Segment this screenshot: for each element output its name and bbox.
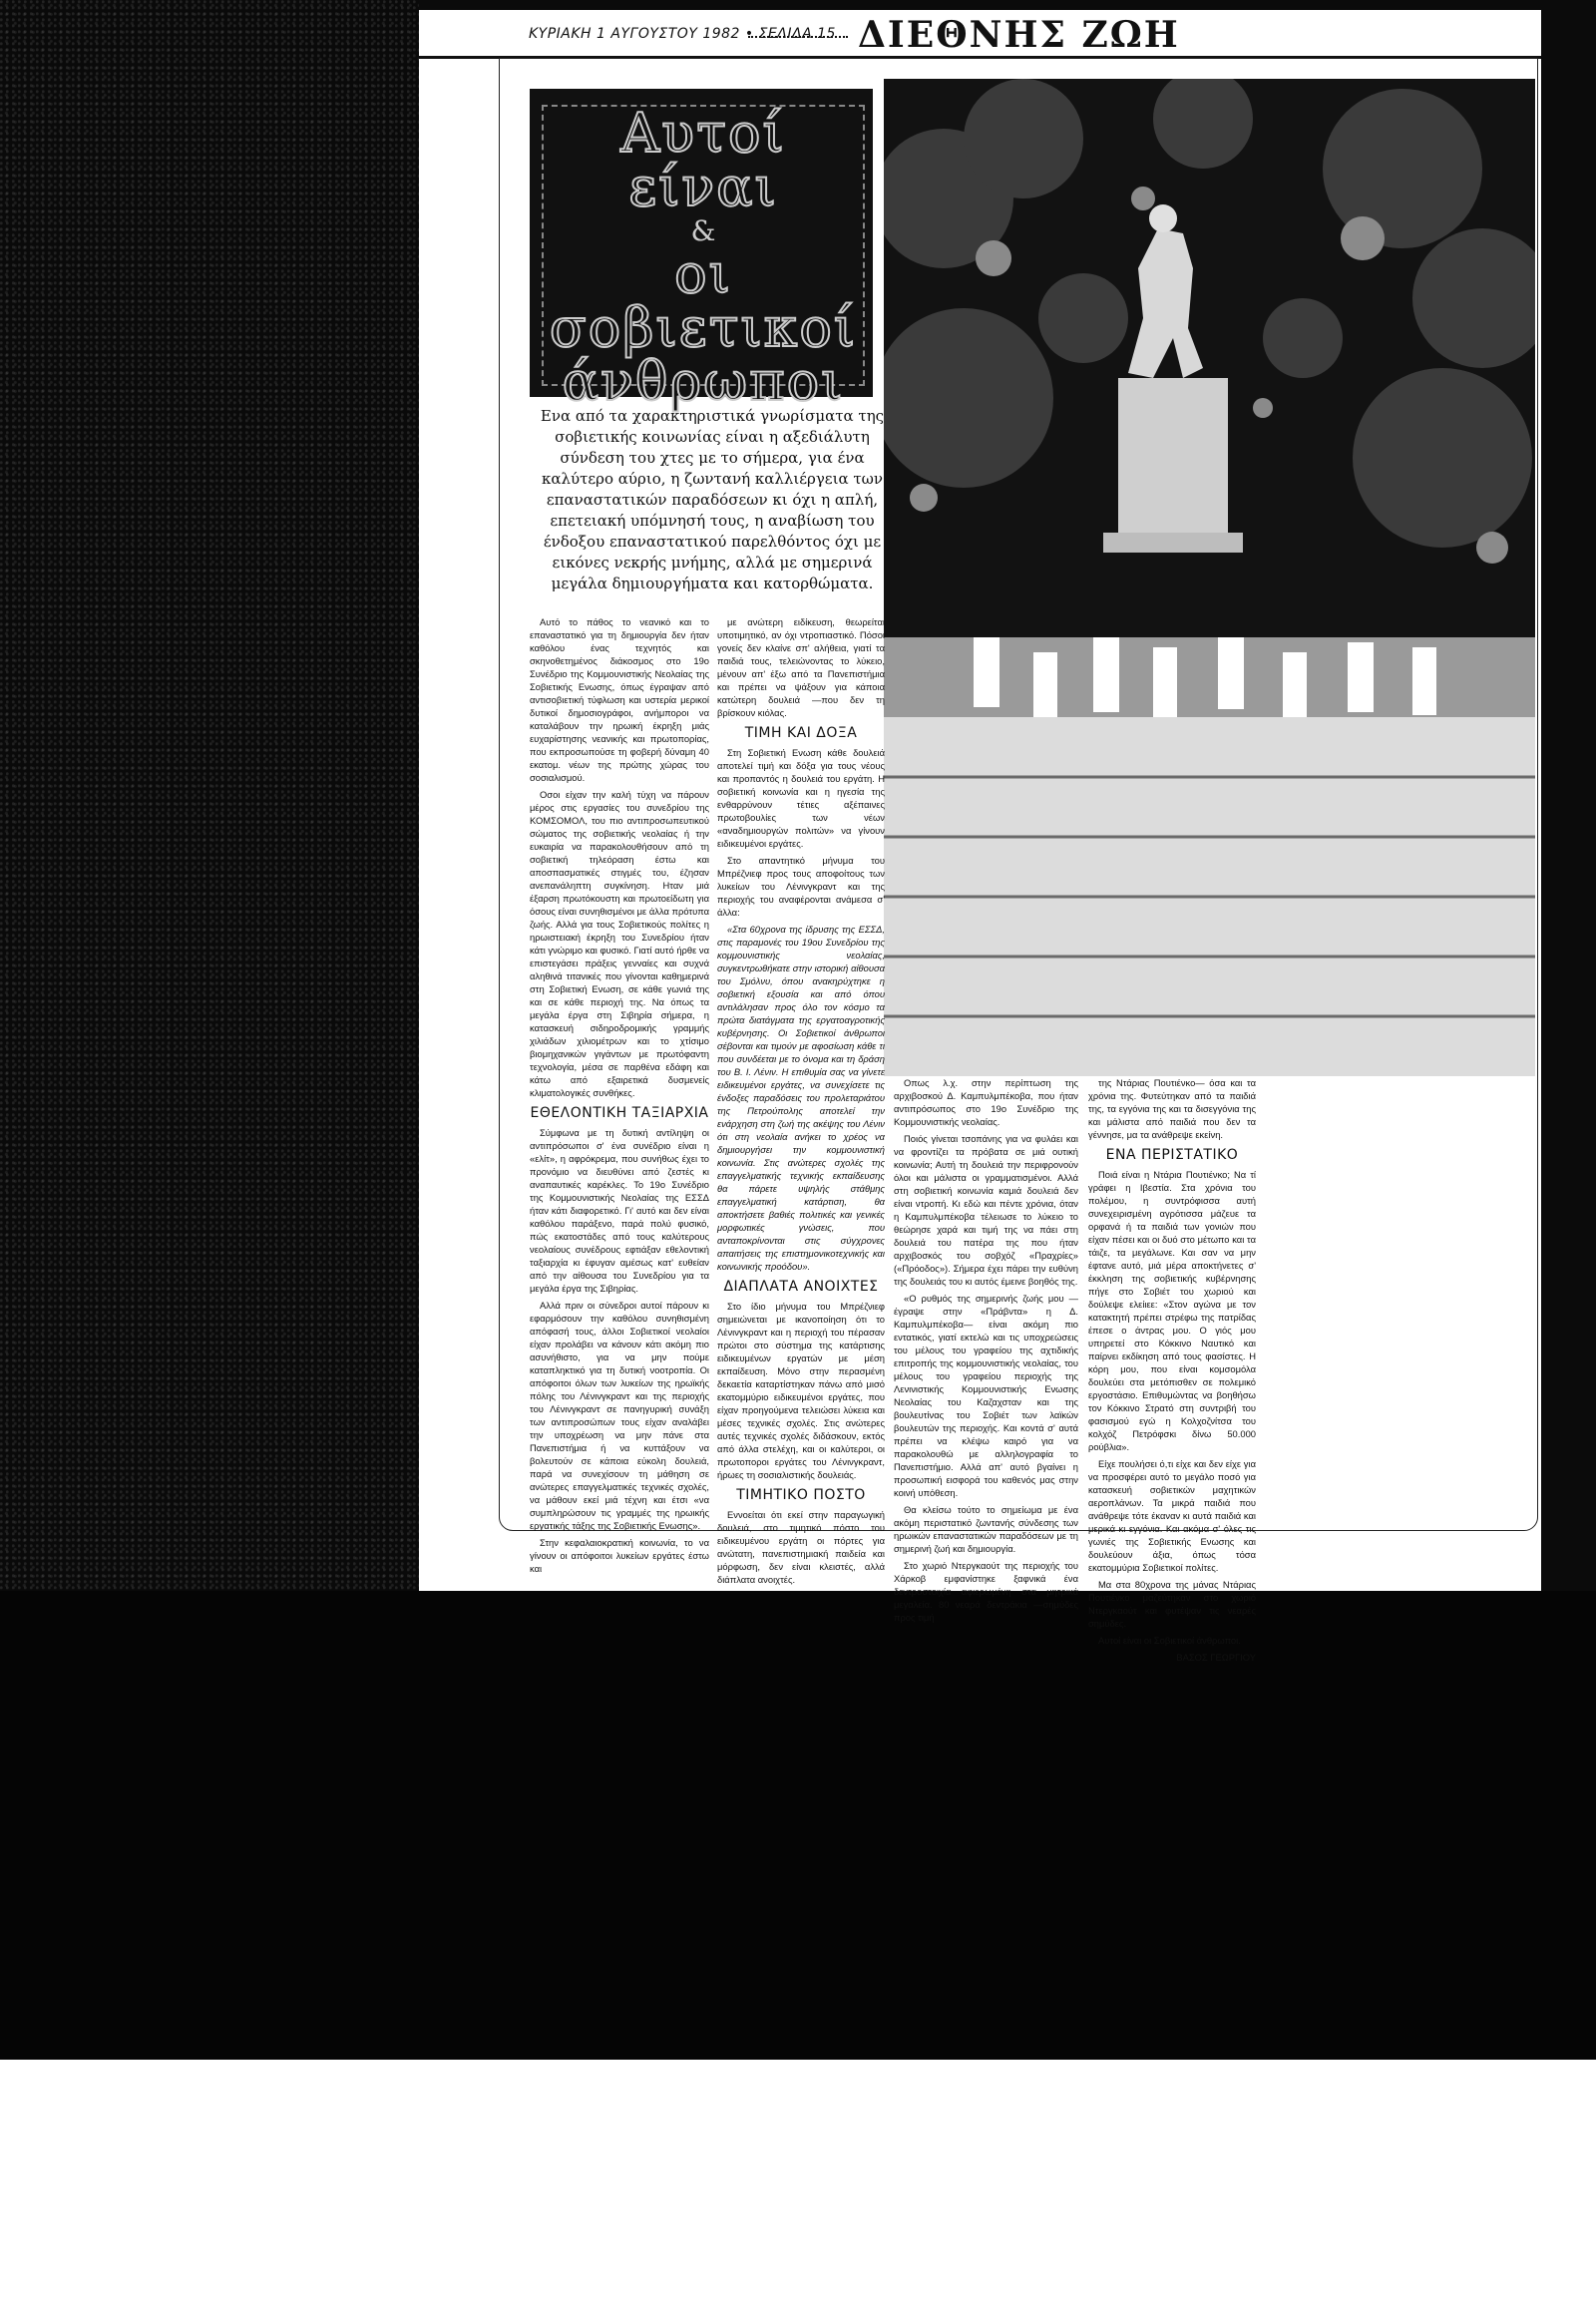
photo-image	[884, 79, 1535, 1076]
paragraph: Εννοείται ότι εκεί στην παραγωγική δουλειά, στο τιμητικό πόστο του ειδικευμένου εργάτη οι πόρτες για ανώτατη, πανεπιστημιακή παιδεία και μόρφωση, δεν είναι κλειστές, αλλά διάπλατα ανοιχτές.	[717, 1509, 885, 1585]
paragraph: Ποιά είναι η Ντάρια Πουτιένκο; Να τί γράφει η Ιβεστία. Στα χρόνια του πολέμου, η συντρόφισσα αυτή συνεχειρισμένη αγρότισσα μάζευε τα ορφανά ή τα παιδιά των γονιών που είχαν πέσει και οι δυό στο μέτωπο και τα τάιζε, τα μεγάλωνε. Και σαν να μην έφτανε αυτό, μιά μέρα αποκτήνετες σ' έκκληση της σοβιετικής κυβέρνησης πήγε στο Σοβιέτ του χωριού και δούλεψε ελείιεε: «Στον αγώνα με τον κατακτητή πρέπει στρέφω της πατρίδας έπεσε ο άντρας μου. Ο γιός μου υπηρετεί στο Κόκκινο Ναυτικό και παίρνει εκδίκηση από τους φασίστες. Η κόρη μου, που είναι κομσομόλα δουλεύει στα μετόπισθεν σε πολεμικό εργοστάσιο. Επιθυμώντας να βοηθήσω τον Κόκκινο Στρατό στη συντριβή του φασισμού εγώ η Κολχοζνίτσα του κολχόζ Πετρόφσκι δίνω 50.000 ρούβλια».	[1088, 1169, 1256, 1452]
scan-margin-right	[1541, 0, 1596, 1591]
paragraph: «Ο ρυθμός της σημερινής ζωής μου —έγραψε στην «Πράβντα» η Δ. Καμπυλμπέκοβα— είναι ακόμη πιο εντατικός, γιατί εκτελώ και τις υποχρεώσεις του μέλους του γραφείου της αχτιδικής επιτροπής της κομμουνιστικής νεολαίας, του μέλους του γραφείου περιοχής της Λενινιστικής Κομμουνιστικής Ενωσης Νεολαίας του Καζαχσταν και της βουλευτίνας του Σοβιέτ των λαϊκών βουλευτών της περιοχής. Και κοντά σ' αυτά πρέπει να κλέψω καιρό για να παρακολουθώ με αλληλογραφία το Πανεπιστήμιο. Αλλά απ' αυτό βγαίνει η προσωπική εισφορά του καθενός μας στην κοινή υπόθεση.	[894, 1293, 1078, 1498]
byline: ΒΑΣΟΣ ΓΕΩΡΓΙΟΥ	[1176, 1652, 1256, 1663]
masthead	[419, 10, 1541, 59]
paragraph: Οσοι είχαν την καλή τύχη να πάρουν μέρος στις εργασίες του συνεδρίου της ΚΟΜΣΟΜΟΛ, του πιο αντιπροσωπευτικού σώματος της σοβιετικής νεολαίας ή την ευκαιρία να παρακολουθήσουν από τη σοβιετική τηλεόραση έστω και αποσπασματικές στιγμές του, έζησαν ανεπανάληπτη συγκίνηση. Ηταν μιά έξαρση πρωτόκουστη και πρωτοείδωτη για όσους είναι συνηθισμένοι με άλλα πρότυπα ζωής. Αλλά για τους Σοβιετικούς πολίτες η ηρωιστειακή έκρηξη του Συνεδρίου ήταν κάτι γνώριμο και φυσικό. Γιατί αυτό ήρθε να επιστεγάσει πράξεις γενναίες και συχνά αληθινά τιτανικές που γίνονται καθημερινά στη Σοβιετική Ενωση, σε κάθε γωνιά της και σε κάθε περιοχή της. Να όπως τα μεγάλα έργα στη Σιβηρία σήμερα, η κατασκευή σιδηροδρομικής γραμμής χιλιάδων χιλιομέτρων και το χτίσιμο βιομηχανικών γιγάντων με πρωτόφαντη τεχνολογία, μέσα σε παρθένα εδάφη και κάτω από εξαιρετικά δυσμενείς κλιματολογικές συνθήκες.	[530, 789, 709, 1098]
paragraph: Οπως λ.χ. στην περίπτωση της αρχιβοσκού Δ. Καμπυλμπέκοβα, που ήταν αντιπρόσωπος στο 19ο Συνέδριο της Κομμουνιστικής νεολαίας.	[894, 1077, 1078, 1127]
paragraph: Μα στα 80χρονα της μάνας Ντάριας Πουτιένκο μαζεύτηκαν στο χωριό Ντεργκαούτ και φυτέψαν τις νεαρές σημύδες.	[1088, 1579, 1256, 1629]
headline-line-3: άνθρωποι	[562, 350, 845, 413]
headline-box	[530, 89, 873, 413]
paragraph: Αυτοί είναι οι Σοβιετικοί άνθρωποι.	[1098, 1635, 1241, 1646]
paragraph: Είχε πουλήσει ό,τι είχε και δεν είχε για να προσφέρει αυτό το μεγάλο ποσό για κατασκευή σοβιετικών μαχητικών αεροπλάνων. Τα μικρά παιδιά που ανάθρεψε τότε έκαναν κι αυτά παιδιά και μερικά κι εγγόνια. Και ακόμα σ' όλες τις γωνιές της Σοβιετικής Ενωσης και δουλεύουν άξια, όπως τόσα εκατομμύρια Σοβιετικοί πολίτες.	[1088, 1458, 1256, 1573]
scan-margin-left	[0, 0, 419, 1591]
newspaper-page	[419, 10, 1541, 1663]
paragraph: Αυτό το πάθος το νεανικό και το επαναστατικό για τη δημιουργία δεν ήταν καθόλου ένας τεχνητός και σκηνοθετημένος διάκοσμος στο 19ο Συνέδριο της Κομμουνιστικής Νεολαίας της Σοβιετικής Ενωσης, όπως έγραψαν από αντισοβιετική τύφλωση και υστερία μερικοί δυτικοί δημοσιογράφοι, ανήμποροι να καταλάβουν την ηρωική έκρηξη μιάς ευχαρίστησης νεανικής και πρωτοπορίας, που εκπροσωπούσε τη φοβερή δύναμη 40 εκατομ. νέων της πρώτης χώρας του σοσιαλισμού.	[530, 616, 709, 783]
column-3	[894, 1076, 1078, 1628]
paragraph: της Ντάριας Πουτιένκο— όσα και τα χρόνια της. Φυτεύτηκαν από τα παιδιά της, τα εγγόνια της και τα δισεγγόνια της και μάλιστα από παιδιά που δεν τα γέννησε, μα τα ανάθρεψε εκείνη.	[1088, 1077, 1256, 1140]
headline-ampersand: &	[690, 214, 716, 247]
subheading-honorary-post: ΤΙΜΗΤΙΚΟ ΠΟΣΤΟ	[736, 1487, 866, 1503]
column-2	[717, 615, 885, 1590]
paragraph: Στο ίδιο μήνυμα του Μπρέζνιεφ σημειώνεται με ικανοποίηση ότι το Λένινγκραντ και η περιοχή του πέρασαν πρώτοι στο σύστημα της κατάρτισης ειδικευμένων εργατών με μέση εκπαίδευση. Μόνο στην περασμένη δεκαετία καταρτίστηκαν πάνω από μισό εκατομμύριο ειδικευμένοι εργάτες, που είχαν προηγούμενα τελειώσει λύκεια και μέσες τεχνικές σχολές. Στις ανώτερες αυτές τεχνικές σχολές διδάσκουν, εκτός από άλλα στελέχη, και οι καλύτεροι, οι πρωτοποροι εργάτες του Λένινγκραντ, ήρωες τη σοσιαλιστικής δουλειάς.	[717, 1301, 885, 1480]
headline	[542, 102, 865, 413]
headline-line-1: Αυτοί είναι	[620, 102, 786, 218]
paragraph: Αλλά πριν οι σύνεδροι αυτοί πάρουν κι εφαρμόσουν την καθόλου συνηθισμένη απόφασή τους, άλλοι Σοβιετικοί νεολαίοι είχαν προλάβει να κάνουν κάτι ακόμη πιο ασυνήθιστο, για να μην πούμε καταπληκτικό για τη δυτική νοοτροπία. Οι απόφοιτοι όλων των λυκείων της ηρωϊκής πόλης του Λένινγκραντ και της περιοχής του Λένινγκραντ σε πανηγυρική συνάξη των αντιπροσώπων τους είχαν αναλάβει την υποχρέωση να μην πάνε στα Πανεπιστήμια ή να κυττάξουν να βολευτούν σε κάποια εύκολη δουλειά, παρά να συνεχίσουν τη μάθηση σε ανώτερες επαγγελματικές τεχνικές σχολές, να μάθουν εκεί μιά τέχνη και έτσι «να συμπληρώσουν τις γραμμές της ηρωικής εργατικής τάξης της Σοβιετικής Ενωσης».	[530, 1300, 709, 1531]
article-lede: Ενα από τα χαρακτηριστικά γνωρίσματα της σοβιετικής κοινωνίας είναι η αξεδιάλυτη σύνδεση του χτες με το σήμερα, για ένα καλύτερο αύριο, η ζωντανή καλλιέργεια των επαναστατικών παραδόσεων κι όχι η απλή, επετειακή υπόμνησή τους, η αναβίωση του ένδοξου επαναστατικού παρελθόντος όχι με εικόνες νεκρής μνήμης, αλλά με σημερινά μεγάλα δημιουργήματα και κατορθώματα.	[540, 407, 885, 592]
paragraph: Στο χωριό Ντεργκαούτ της περιοχής του Χάρκοβ εμφανίστηκε ξαφνικά ένα δεντροστοιχία αφιερωμένη στα μητρικά μεγαλεία. 80 νεαρά δεντράκια —σημύδες προς τιμή	[894, 1560, 1078, 1623]
paragraph: Στην κεφαλαιοκρατική κοινωνία, το να γίνουν οι απόφοιτοι λυκείων εργάτες έστω και	[530, 1537, 709, 1574]
paragraph: Ποιός γίνεται τσοπάνης για να φυλάει και να φροντίζει τα πρόβατα σε μιά ουτική κοινωνία; Αυτή τη δουλειά την περιφρονούν όλοι και μάλιστα οι γραμματισμένοι. Αλλά στη σοβιετική κοινωνία καμιά δουλειά δεν είναι ντροπή. Κι εδώ και πέντε χρόνια, όταν η Καμπυλμπέκοβα τέλειωσε το λύκειο το θεώρησε χαρά και τιμή της να πάει στη δουλειά του πατέρα της που ήταν αρχιβοσκός του σοβχόζ «Πραχρίες» («Πρόοδος»). Σήμερα έχει πάρει την ευθύνη της δουλειάς του κι αυτός έμεινε βοηθός της.	[894, 1133, 1078, 1287]
subheading-an-incident: ΕΝΑ ΠΕΡΙΣΤΑΤΙΚΟ	[1105, 1147, 1239, 1163]
paragraph: Θα κλείσω τούτο το σημείωμα με ένα ακόμη περιστατικό ζωντανής σύνδεσης των ηρωικών επαναστατικών παραδόσεων με τη σημερινή ζωή και δημιουργία.	[894, 1504, 1078, 1554]
paragraph-quote: «Στα 60χρονα της ίδρυσης της ΕΣΣΔ, στις παραμονές του 19ου Συνεδρίου της κομμουνιστικής νεολαίας, συγκεντρωθήκατε στην ιστορική αίθουσα του Σμόλνυ, όπου ανακηρύχτηκε η σοβιετική εξουσία και από όπου αντιλάλησαν προς όλο τον κόσμο τα πρώτα διατάγματα της εργατοαγροτικής κυβέρνησης. Οι Σοβιετικοί άνθρωποι σέβονται και τιμούν με αφοσίωση κάθε τι που συνδέεται με το όνομα και τη δράση του Β. Ι. Λένιν. Η επιθυμία σας να γίνετε ειδικευμένοι εργάτες, να συνεχίσετε τις ένδοξες παραδόσεις του προλεταριάτου της Πετρούπολης αποτελεί την ενάρχηση στη ζωή της ακέψης του Λένιν ότι στη νεολαία ανήκει το χρέος να δημιουργήσει την κομμουνιστική κοινωνία. Στις ανώτερες σχολές της επαγγελματικής τεχνικής εκπαίδευσης θα πάρετε υψηλής στάθμης επαγγελματική κατάρτιση, θα αποκτήσετε βαθιές πολιτικές και γενικές μορφωτικές γνώσεις, που ανταποκρίνονται στις σύγχρονες απαιτήσεις της επιστημονικοτεχνικής και κοινωνικής προόδου».	[717, 924, 885, 1272]
paragraph: με ανώτερη ειδίκευση, θεωρείται υποτιμητικό, αν όχι ντροπιαστικό. Πόσοι γονείς δεν κλαίνε σπ' αλήθεια, γιατί τα παιδιά τους, τελειώνοντας το λύκειο, μένουν απ' έξω από τα Πανεπιστήμια και πρέπει να ψάξουν για κάποια κατώτερη δουλειά —που δεν τη βρίσκουν κιόλας.	[717, 616, 885, 718]
paragraph: Στη Σοβιετική Ενωση κάθε δουλειά αποτελεί τιμή και δόξα για τους νέους και προπαντός η δουλειά του εργάτη. Η σοβιετική κοινωνία και η ηγεσία της ενθαρρύνουν τέτιες αξέπαινες πρωτοβουλίες των νέων «αναδημιουργών πολιτών» να γίνουν ειδικευμένοι εργάτες.	[717, 747, 885, 849]
headline-line-2: οι σοβιετικοί	[549, 242, 858, 359]
subheading-honour-glory: ΤΙΜΗ ΚΑΙ ΔΟΞΑ	[744, 725, 858, 741]
masthead-rule	[748, 36, 848, 38]
paragraph: Στο απαντητικό μήνυμα του Μπρέζνιεφ προς τους αποφοίτους των λυκείων του Λένινγκραντ και της περιοχής του αναφέρονται ανάμεσα σ' άλλα:	[717, 855, 885, 918]
article	[499, 58, 1538, 1663]
column-1	[530, 615, 709, 1579]
scan-margin-top	[419, 0, 1541, 10]
monument-photo	[884, 79, 1535, 1076]
date-line: ΚΥΡΙΑΚΗ 1 ΑΥΓΟΥΣΤΟΥ 1982 • ΣΕΛΙΔΑ 15	[529, 26, 836, 42]
scan-margin-bottom	[0, 1591, 1596, 2060]
subheading-wide-open: ΔΙΑΠΛΑΤΑ ΑΝΟΙΧΤΕΣ	[723, 1279, 879, 1295]
section-title: ΔΙΕΘΝΗΣ ΖΩΗ	[858, 14, 1180, 56]
column-4	[1088, 1076, 1256, 1664]
subheading-volunteer-brigade: ΕΘΕΛΟΝΤΙΚΗ ΤΑΞΙΑΡΧΙΑ	[530, 1105, 709, 1121]
paragraph: Σύμφωνα με τη δυτική αντίληψη οι αντιπρόσωποι σ' ένα συνέδριο είναι η «ελίτ», η αφρόκρεμα, που συνήθως έχει το προνόμιο να διευθύνει από ζεστές κι αναπαυτικές καρέκλες. Το 19ο Συνέδριο της Κομμουνιστικής Νεολαίας της ΕΣΣΔ ήταν κάτι διαφορετικό. Γι' αυτό και δεν είναι καθόλου παράξενο, παρά πολύ φυσικό, πώς εκατοστάδες από τους καλύτερους νεολαίους συνέδρους εφτιάξαν εθελοντική ταξιαρχία κι έφυγαν αμέσως κατ' ευθείαν από την αίθουσα του Συνεδρίου για τα μεγάλα έργα της Σιβηρίας.	[530, 1127, 709, 1294]
